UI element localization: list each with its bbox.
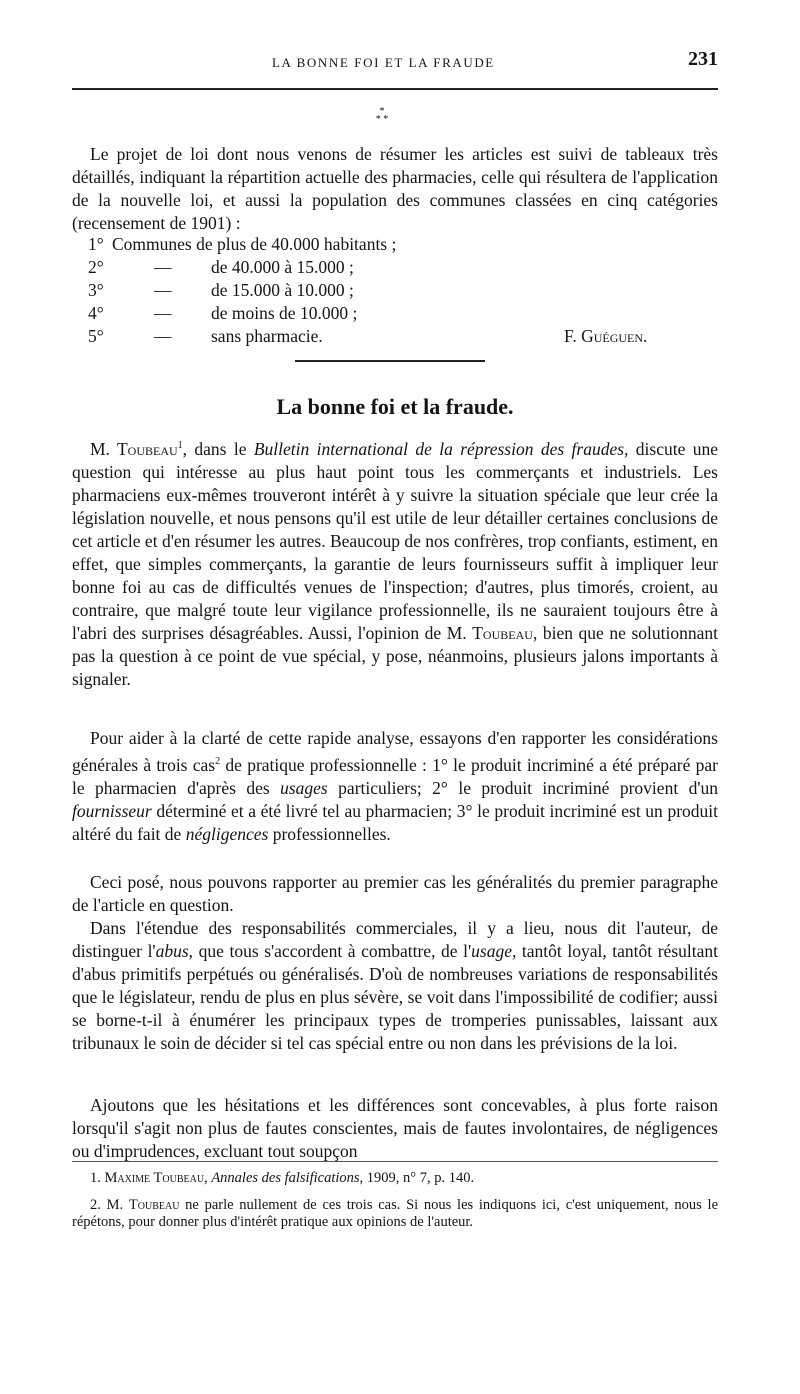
footnote-rule xyxy=(72,1161,718,1162)
list-item: 3° — de 15.000 à 10.000 ; xyxy=(88,280,354,300)
running-title: LA BONNE FOI ET LA FRAUDE xyxy=(272,55,495,70)
list-item: 5° — sans pharmacie. F. Guéguen. xyxy=(88,326,648,346)
footnote-ref: 2 xyxy=(215,756,221,767)
paragraph-5: Ajoutons que les hésitations et les différences sont concevables, à plus forte raison lorsqu'il s'agit non plus de fautes conscientes, mais de fautes involontaires, de négligences ou d'imprudences, excluant tout soupçon xyxy=(72,1095,718,1161)
header-rule xyxy=(72,88,718,90)
section-title: La bonne foi et la fraude. xyxy=(276,394,514,419)
footnote-1: 1. Maxime Toubeau, Annales des falsifications, 1909, n° 7, p. 140. xyxy=(90,1170,475,1186)
signature: F. Guéguen. xyxy=(564,326,648,346)
journal-title: Bulletin international de la répression des fraudes, xyxy=(253,438,629,459)
paragraph-4: Dans l'étendue des responsabilités commerciales, il y a lieu, nous dit l'auteur, de distinguer l'abus, que tous s'accordent à combattre, de l'usage, tantôt loyal, tantôt résultant d'abus primitifs perpétués ou généralisés. D'où de nombreuses variations de responsabilités que le législateur, rendu de plus en plus sévère, se voit dans l'impossibilité de codifier; aussi se borne-t-il à énumérer les principaux types de tromperies punissables, laissant aux tribunaux le soin de décider si tel cas spécial entre ou non dans les prévisions de la loi. xyxy=(72,918,718,1053)
paragraph-1: M. Toubeau$^1$, dans le Bulletin international de la répression des fraudes, discute une question qui intéresse au plus haut point tous les commerçants et industriels. Les pharmaciens eux-mêmes trouveront intérêt à y suivre la situation spéciale que leur crée la législation nouvelle, et nous pensons qu'il est utile de leur détailler certaines conclusions de cet article et d'en résumer les autres. Beaucoup de nos confrères, trop confiants, estiment, en effet, que simples commerçants, la garantie de leurs fournisseurs suffit à impliquer leur bonne foi au cas de difficultés venues de l'inspection; d'autres, plus timorés, croient, au contraire, que malgré toute leur vigilance professionnelle, ils ne sauraient toujours être à l'abri des surprises désagréables. Aussi, l'opinion de M. Toubeau, bien que ne solutionnant pas la question à ce point de vue spécial, y pose, néanmoins, plusieurs jalons importants à signaler. xyxy=(72,438,718,689)
footnote-ref: 1 xyxy=(177,440,183,451)
intro-paragraph: Le projet de loi dont nous venons de résumer les articles est suivi de tableaux très détaillés, indiquant la répartition actuelle des pharmacies, celle qui résultera de l'application de la nouvelle loi, et aussi la population des communes classées en cinq catégories (recensement de 1901) : xyxy=(72,144,718,233)
list-item: 1° Communes de plus de 40.000 habitants ; xyxy=(88,234,397,254)
paragraph-2: Pour aider à la clarté de cette rapide analyse, essayons d'en rapporter les considérations générales à trois cas$^2$ de pratique professionnelle : 1° le produit incriminé a été préparé par le pharmacien d'après des usages particuliers; 2° le produit incriminé provient d'un fournisseur déterminé et a été livré tel au pharmacien; 3° le produit incriminé est un produit altéré du fait de négligences professionnelles. xyxy=(72,728,719,844)
page-header xyxy=(72,48,718,78)
section-separator xyxy=(295,360,485,362)
footnote-2: 2. M. Toubeau ne parle nullement de ces trois cas. Si nous les indiquons ici, c'est uniquement, nous le répétons, pour donner plus d'intérêt pratique aux opinions de l'auteur. xyxy=(72,1197,719,1230)
page-number: 231 xyxy=(688,48,718,70)
asterism: * * * xyxy=(375,106,389,125)
paragraph-3: Ceci posé, nous pouvons rapporter au premier cas les généralités du premier paragraphe de l'article en question. xyxy=(72,872,718,915)
commune-category-list xyxy=(72,233,718,348)
list-item: 4° — de moins de 10.000 ; xyxy=(88,303,358,323)
list-item: 2° — de 40.000 à 15.000 ; xyxy=(88,257,354,277)
